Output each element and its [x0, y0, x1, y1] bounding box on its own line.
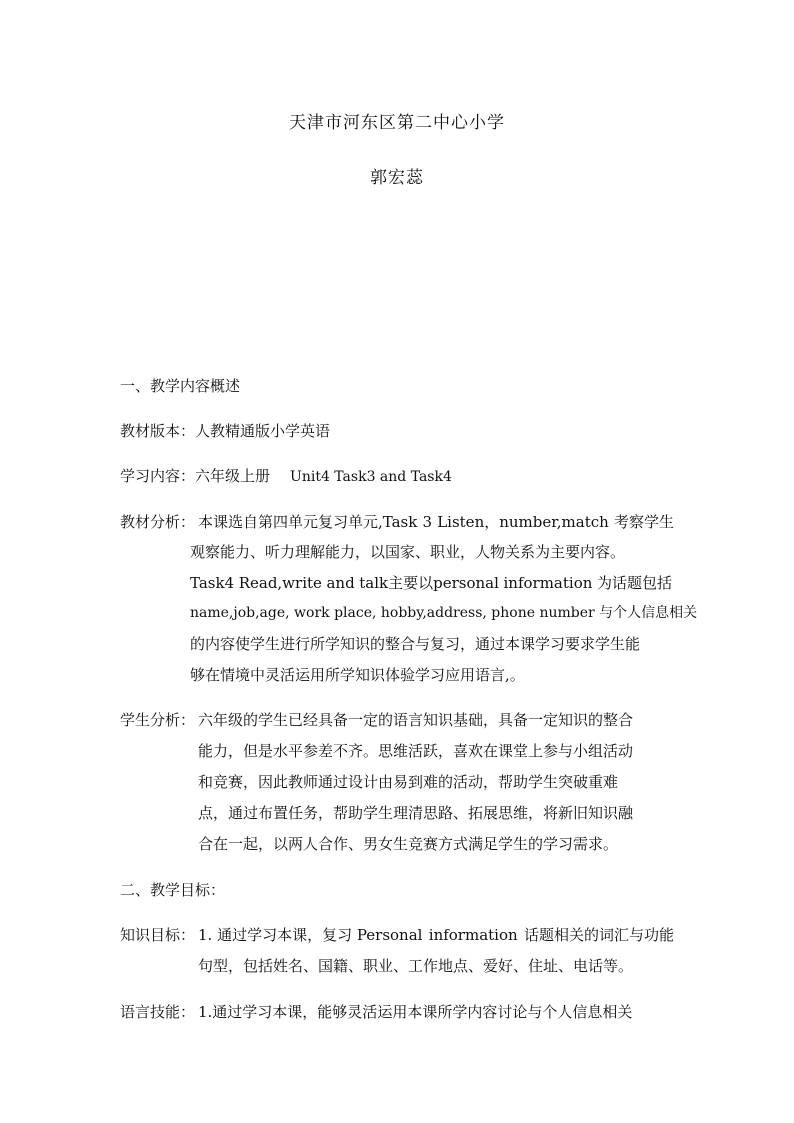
learning-content-row	[120, 466, 452, 487]
skills-line-1: 1.通过学习本课，能够灵活运用本课所学内容讨论与个人信息相关	[198, 1003, 633, 1021]
textbook-version-row	[120, 421, 330, 441]
textbook-value: 人教精通版小学英语	[195, 422, 331, 440]
analysis-line1-c: Listen，number,match	[437, 513, 609, 531]
knowledge-line-2: 句型，包括姓名、国籍、职业、工作地点、爱好、住址、电话等。	[198, 957, 634, 975]
skills-label: 语言技能：	[120, 1003, 196, 1021]
analysis-line3-e: information	[503, 574, 593, 592]
analysis-line3-b: Read,write	[238, 574, 322, 592]
analysis-line3-d: talk主要以personal	[359, 574, 499, 592]
textbook-label: 教材版本：	[120, 422, 196, 440]
students-line-4: 点，通过布置任务，帮助学生理清思路、拓展思维，将新旧知识融	[198, 804, 634, 822]
school-name: 天津市河东区第二中心小学	[289, 113, 505, 133]
analysis-line-3	[190, 573, 672, 593]
students-line-2: 能力，但是水平参差不齐。思维活跃，喜欢在课堂上参与小组活动	[198, 742, 634, 760]
knowledge-line1-c: 话题相关的词汇与功能	[523, 926, 674, 944]
students-line-5: 合在一起，以两人合作、男女生竞赛方式满足学生的学习需求。	[198, 835, 619, 853]
analysis-line1-d: 考察学生	[613, 513, 674, 531]
analysis-line-2: 观察能力、听力理解能力，以国家、职业，人物关系为主要内容。	[190, 543, 626, 561]
analysis-line-6: 够在情境中灵活运用所学知识体验学习应用语言,。	[190, 666, 525, 684]
analysis-line-1	[198, 512, 674, 532]
analysis-line3-f: 为话题包括	[596, 574, 672, 592]
content-value-prefix: 六年级上册	[195, 467, 271, 485]
analysis-line1-b: 3	[422, 513, 433, 531]
analysis-line-4: name,job,age, work place, hobby,address, phone number 与个人信息相关	[190, 605, 698, 621]
analysis-line3-a: Task4	[190, 574, 235, 592]
section-heading-overview: 一、教学内容概述	[120, 377, 241, 395]
content-label: 学习内容：	[120, 467, 196, 485]
analysis-label: 教材分析：	[120, 513, 196, 531]
analysis-line3-c: and	[326, 574, 355, 592]
students-label: 学生分析：	[120, 711, 196, 729]
author-name: 郭宏蕊	[370, 168, 424, 188]
section-heading-objectives: 二、教学目标：	[120, 881, 226, 899]
knowledge-line1-a: 1. 通过学习本课，复习 Personal	[198, 926, 423, 944]
analysis-line1-a: 本课选自第四单元复习单元,Task	[198, 513, 418, 531]
students-line-3: 和竞赛，因此教师通过设计由易到难的活动，帮助学生突破重难	[198, 773, 619, 791]
knowledge-label: 知识目标：	[120, 926, 196, 944]
knowledge-line-1	[198, 925, 674, 945]
analysis-line-5: 的内容使学生进行所学知识的整合与复习，通过本课学习要求学生能	[190, 635, 641, 653]
students-line-1: 六年级的学生已经具备一定的语言知识基础，具备一定知识的整合	[198, 711, 634, 729]
content-value-rest: Unit4 Task3 and Task4	[290, 469, 452, 485]
knowledge-line1-b: information	[428, 926, 518, 944]
